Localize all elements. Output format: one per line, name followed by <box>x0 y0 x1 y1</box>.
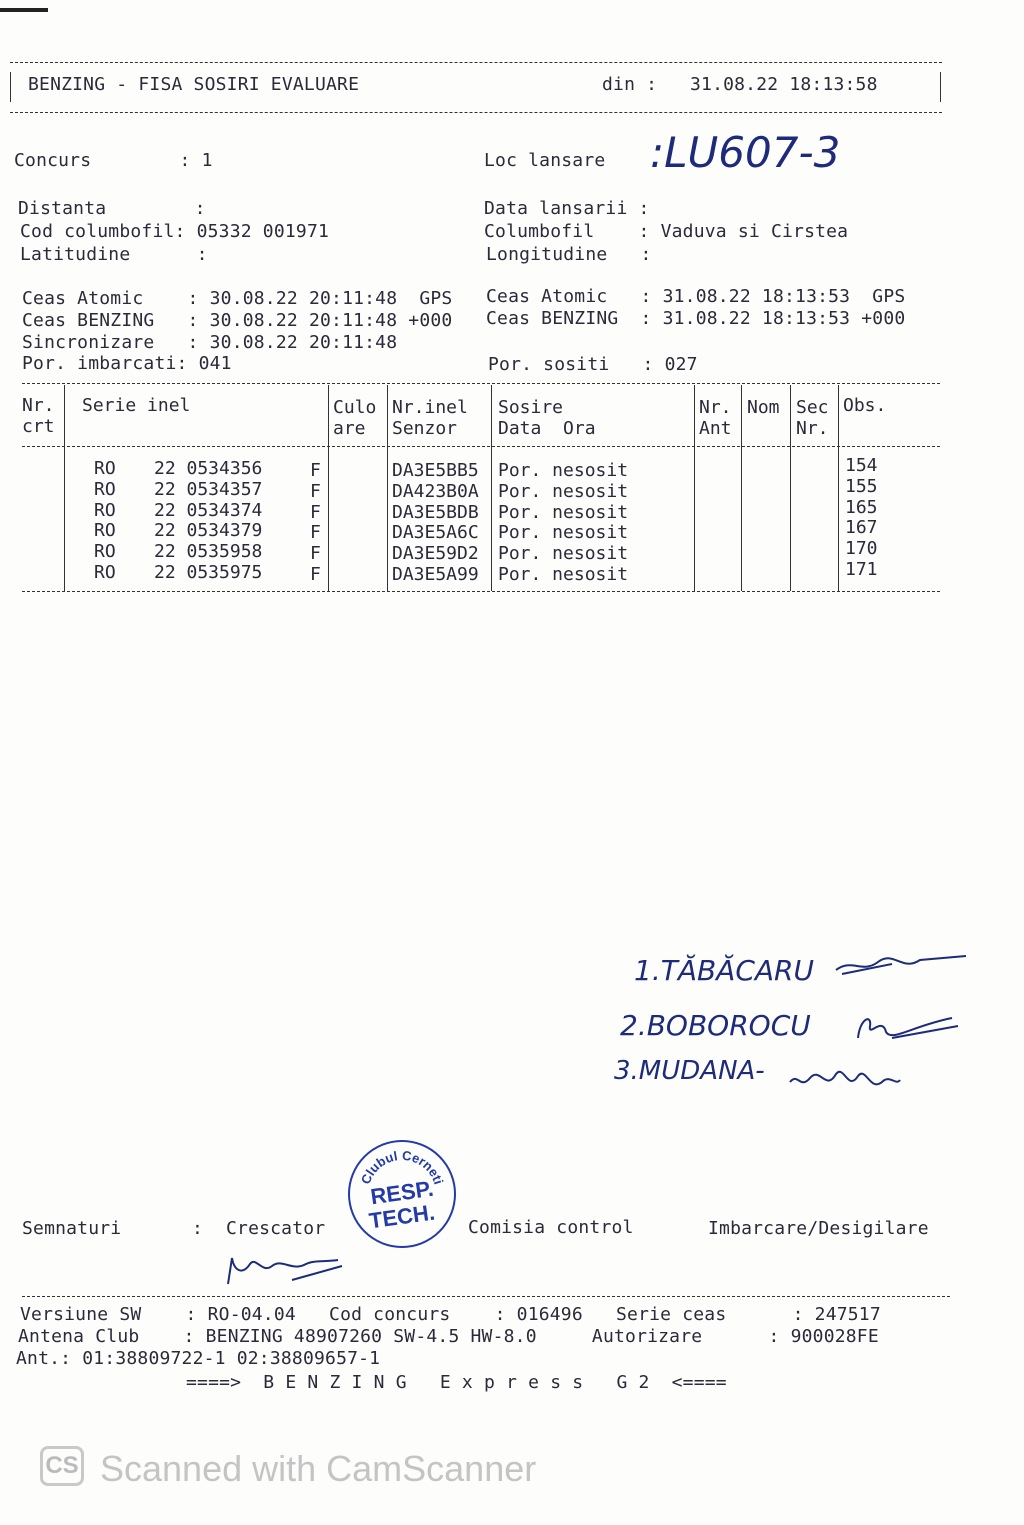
columbofil-line: Columbofil : Vaduva si Cirstea <box>484 221 849 242</box>
stamp-line-2: TECH. <box>367 1199 437 1234</box>
header-nr-crt: Nr. crt <box>22 395 55 437</box>
header-nom: Nom <box>747 397 780 418</box>
versiune-line: Versiune SW : RO-04.04 Cod concurs : 016496 Serie ceas : 247517 <box>20 1304 881 1325</box>
ceas-atomic-left: Ceas Atomic : 30.08.22 20:11:48 GPS <box>22 288 453 309</box>
ant-line: Ant.: 01:38809722-1 02:38809657-1 <box>16 1348 381 1369</box>
stamp-line-1: RESP. <box>368 1175 435 1210</box>
antena-line: Antena Club : BENZING 48907260 SW-4.5 HW-8.0 Autorizare : 900028FE <box>18 1326 879 1347</box>
svg-text:Clubul Cerneti: Clubul Cerneti <box>357 1147 447 1187</box>
crescator-label: Crescator <box>226 1218 326 1239</box>
din-label: din : <box>602 74 658 95</box>
sincronizare-line: Sincronizare : 30.08.22 20:11:48 <box>22 332 398 353</box>
table-col-sex: F F F F F F <box>310 460 321 585</box>
camscanner-logo: CS <box>40 1446 84 1486</box>
header-nr-ant: Nr. Ant <box>699 397 732 439</box>
handwritten-line-3: 3.MUDANA- <box>614 1056 765 1086</box>
handwritten-scribble-3 <box>786 1062 906 1098</box>
table-col-obs: 154 155 165 167 170 171 <box>845 455 878 580</box>
table-col-country: RO RO RO RO RO RO <box>94 458 116 583</box>
crescator-signature <box>222 1250 352 1290</box>
loc-lansare-handwritten: :LU607-3 <box>650 128 841 177</box>
camscanner-watermark: Scanned with CamScanner <box>100 1448 537 1489</box>
latitudine-line: Latitudine : <box>20 244 208 265</box>
table-col-status: Por. nesosit Por. nesosit Por. nesosit Por. nesosit Por. nesosit Por. nesosit <box>498 460 629 585</box>
por-imbarcati-line: Por. imbarcati: 041 <box>22 353 232 374</box>
header-culoare: Culo are <box>333 397 377 439</box>
semnaturi-colon: : <box>192 1218 204 1239</box>
handwritten-line-2: 2.BOBOROCU <box>620 1009 811 1042</box>
semnaturi-label: Semnaturi <box>22 1218 122 1239</box>
benzing-banner: ====> B E N Z I N G E x p r e s s G 2 <==== <box>186 1372 727 1393</box>
table-col-sensor: DA3E5BB5 DA423B0A DA3E5BDB DA3E5A6C DA3E59D2 DA3E5A99 <box>392 460 479 585</box>
distanta-line: Distanta : <box>18 198 206 219</box>
cod-columbofil-line: Cod columbofil: 05332 001971 <box>20 221 330 242</box>
scan-edge-mark <box>0 8 48 12</box>
imbarcare-label: Imbarcare/Desigilare <box>708 1218 929 1239</box>
table-col-ring: 22 0534356 22 0534357 22 0534374 22 0534379 22 0535958 22 0535975 <box>154 458 263 583</box>
header-sec-nr: Sec Nr. <box>796 397 829 439</box>
document-title: BENZING - FISA SOSIRI EVALUARE <box>28 74 360 95</box>
header-serie-inel: Serie inel <box>82 395 191 416</box>
data-lansarii-line: Data lansarii : <box>484 198 650 219</box>
header-obs: Obs. <box>843 395 887 416</box>
loc-lansare-label: Loc lansare <box>484 150 606 171</box>
longitudine-line: Longitudine : <box>486 244 652 265</box>
por-sositi-line: Por. sositi : 027 <box>488 354 698 375</box>
handwritten-scribble-2 <box>852 1008 962 1044</box>
ceas-atomic-right: Ceas Atomic : 31.08.22 18:13:53 GPS <box>486 286 906 307</box>
club-stamp <box>348 1140 456 1248</box>
din-value: 31.08.22 18:13:58 <box>690 74 878 95</box>
ceas-benzing-right: Ceas BENZING : 31.08.22 18:13:53 +000 <box>486 308 906 329</box>
header-nr-inel-senzor: Nr.inel Senzor <box>392 397 468 439</box>
header-sosire: Sosire Data Ora <box>498 397 596 439</box>
concurs-line: Concurs : 1 <box>14 150 213 171</box>
handwritten-line-1: 1.TĂBĂCARU <box>634 954 814 987</box>
comisia-label: Comisia control <box>468 1217 634 1238</box>
ceas-benzing-left: Ceas BENZING : 30.08.22 20:11:48 +000 <box>22 310 453 331</box>
handwritten-scribble-1 <box>832 952 972 982</box>
